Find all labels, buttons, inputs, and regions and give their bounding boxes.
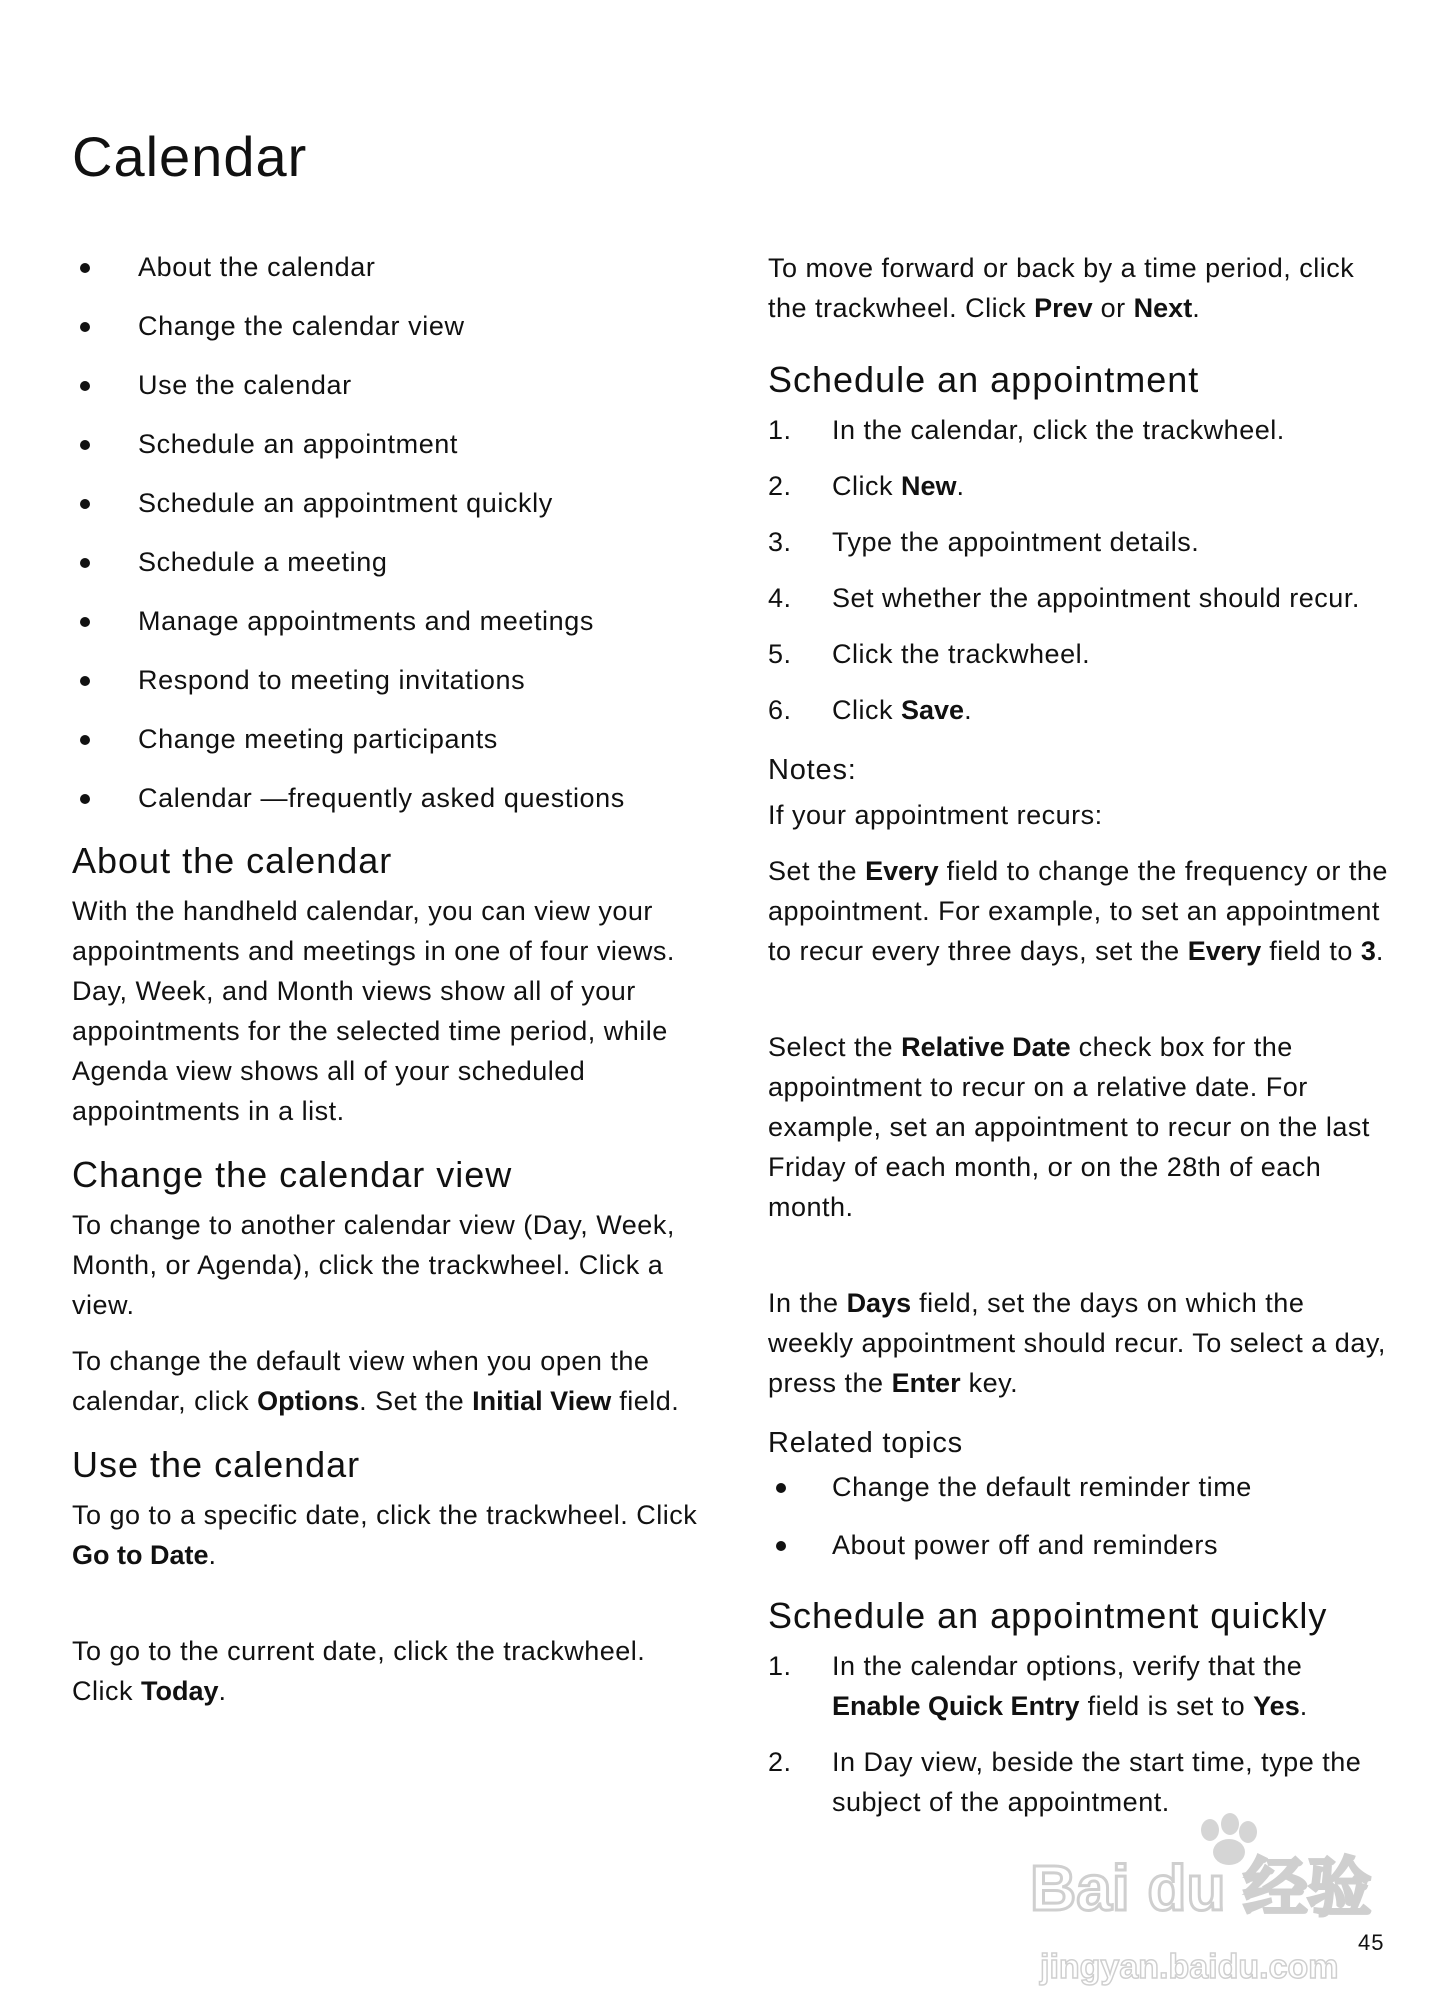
toc-item[interactable]	[72, 307, 712, 345]
notes-days	[768, 1283, 1388, 1403]
use-paragraph-2	[72, 1631, 712, 1711]
step-item	[768, 410, 1388, 450]
toc-item[interactable]	[72, 779, 712, 817]
ui-term-every: Every	[1187, 936, 1262, 966]
change-view-paragraph-1: To change to another calendar view (Day, Week, Month, or Agenda), click the trackwheel. Click a view.	[72, 1210, 675, 1320]
toc-item-label: Use the calendar	[138, 370, 352, 400]
text-run: In the	[768, 1288, 847, 1318]
notes-intro: If your appointment recurs:	[768, 800, 1103, 830]
related-topic-link[interactable]	[768, 1468, 1388, 1506]
step-number: 6.	[768, 695, 792, 725]
toc-item-label: Schedule a meeting	[138, 547, 388, 577]
text-run: To go to the current date, click the trackwheel. Click	[72, 1636, 646, 1706]
page-number: 45	[1358, 1930, 1385, 1955]
watermark-brand: Bai du 经验	[1030, 1852, 1372, 1924]
text-run: Set the	[768, 856, 866, 886]
toc-item-label: Change the calendar view	[138, 311, 465, 341]
right-column	[768, 248, 1388, 1838]
step-number: 2.	[768, 471, 792, 501]
toc-item[interactable]	[72, 602, 712, 640]
step-number: 4.	[768, 583, 792, 613]
text-run: or	[1092, 293, 1134, 323]
bullet-icon	[80, 794, 90, 804]
ui-term-new: New	[901, 471, 957, 501]
spacer	[768, 1243, 1388, 1283]
ui-term-days: Days	[846, 1288, 912, 1318]
step-number: 5.	[768, 639, 792, 669]
text-run: .	[1192, 293, 1201, 323]
ui-term-initial-view: Initial View	[472, 1386, 612, 1416]
text-run: field to	[1261, 936, 1361, 966]
toc-item[interactable]	[72, 248, 712, 286]
ui-term-3: 3	[1360, 936, 1376, 966]
text-run: .	[964, 695, 973, 725]
text-run: In the calendar options, verify that the	[832, 1651, 1303, 1681]
table-of-contents	[72, 248, 712, 817]
step-number: 1.	[768, 415, 792, 445]
bullet-icon	[80, 735, 90, 745]
spacer	[72, 1591, 712, 1631]
ui-term-next: Next	[1133, 293, 1193, 323]
notes-relative	[768, 1027, 1388, 1227]
section-heading-quick: Schedule an appointment quickly	[768, 1595, 1328, 1636]
toc-item[interactable]	[72, 543, 712, 581]
bullet-icon	[776, 1541, 786, 1551]
step-item	[768, 1646, 1388, 1726]
use-paragraph-3	[768, 248, 1388, 328]
ui-term-options: Options	[257, 1386, 360, 1416]
ui-term-enter: Enter	[891, 1368, 961, 1398]
bullet-icon	[80, 617, 90, 627]
bullet-icon	[80, 676, 90, 686]
about-body: With the handheld calendar, you can view your appointments and meetings in one of four views. Day, Week, and Month views show all of your appointments for the selected time period, while Agenda view shows all of your scheduled appointments in a list.	[72, 896, 675, 1126]
text-run: .	[1299, 1691, 1308, 1721]
text-run: .	[956, 471, 965, 501]
text-run: field, set the days on which the weekly appointment should recur. To select a day, press the	[768, 1288, 1386, 1398]
text-run: .	[1375, 936, 1384, 966]
text-run: . Set the	[359, 1386, 473, 1416]
toc-item[interactable]	[72, 720, 712, 758]
text-run: To go to a specific date, click the trackwheel. Click	[72, 1500, 698, 1530]
related-topic-label: About power off and reminders	[832, 1530, 1219, 1560]
bullet-icon	[80, 322, 90, 332]
text-run: In Day view, beside the start time, type the subject of the appointment.	[832, 1747, 1362, 1817]
toc-item[interactable]	[72, 661, 712, 699]
related-topic-link[interactable]	[768, 1526, 1388, 1564]
ui-term-today: Today	[141, 1676, 219, 1706]
step-number: 3.	[768, 527, 792, 557]
step-item	[768, 522, 1388, 562]
toc-item-label: About the calendar	[138, 252, 376, 282]
related-topic-label: Change the default reminder time	[832, 1472, 1252, 1502]
text-run: key.	[960, 1368, 1019, 1398]
text-run: .	[208, 1540, 217, 1570]
toc-item-label: Manage appointments and meetings	[138, 606, 594, 636]
section-heading-change-view: Change the calendar view	[72, 1154, 513, 1195]
toc-item-label: Schedule an appointment quickly	[138, 488, 553, 518]
text-run: Select the	[768, 1032, 902, 1062]
toc-item-label: Calendar —frequently asked questions	[138, 783, 625, 813]
step-number: 1.	[768, 1651, 792, 1681]
change-view-paragraph-2	[72, 1341, 712, 1421]
text-run: field is set to	[1079, 1691, 1254, 1721]
ui-term-go-to-date: Go to Date	[72, 1540, 209, 1570]
bullet-icon	[80, 381, 90, 391]
section-heading-schedule: Schedule an appointment	[768, 359, 1200, 400]
step-item	[768, 1742, 1388, 1822]
section-heading-use: Use the calendar	[72, 1444, 361, 1485]
ui-term-save: Save	[901, 695, 965, 725]
text-run: Click	[832, 471, 901, 501]
step-item	[768, 690, 1388, 730]
ui-term-yes: Yes	[1253, 1691, 1300, 1721]
text-run: To change the default view when you open the calendar, click	[72, 1346, 650, 1416]
toc-item-label: Schedule an appointment	[138, 429, 459, 459]
bullet-icon	[80, 263, 90, 273]
ui-term-prev: Prev	[1034, 293, 1093, 323]
toc-item-label: Change meeting participants	[138, 724, 498, 754]
notes-every	[768, 851, 1388, 971]
bullet-icon	[80, 499, 90, 509]
step-item	[768, 578, 1388, 618]
schedule-steps	[768, 410, 1388, 730]
toc-item[interactable]	[72, 366, 712, 404]
use-paragraph-1	[72, 1495, 712, 1575]
step-number: 2.	[768, 1747, 792, 1777]
page-title: Calendar	[72, 125, 308, 188]
ui-term-enable-quick-entry: Enable Quick Entry	[832, 1691, 1080, 1721]
bullet-icon	[80, 440, 90, 450]
bullet-icon	[776, 1483, 786, 1493]
text-run: Click	[832, 695, 901, 725]
text-run: Click the trackwheel.	[832, 639, 1091, 669]
toc-item[interactable]	[72, 484, 712, 522]
text-run: Set whether the appointment should recur.	[832, 583, 1360, 613]
toc-item-label: Respond to meeting invitations	[138, 665, 526, 695]
text-run: Type the appointment details.	[832, 527, 1200, 557]
section-heading-about: About the calendar	[72, 840, 393, 881]
step-item	[768, 634, 1388, 674]
left-column	[72, 248, 712, 1727]
ui-term-every: Every	[865, 856, 939, 886]
text-run: field to change the frequency or the appointment. For example, to set an appointment to recur every three days, set the	[768, 856, 1388, 966]
text-run: field.	[611, 1386, 680, 1416]
text-run: .	[218, 1676, 227, 1706]
text-run: In the calendar, click the trackwheel.	[832, 415, 1285, 445]
text-run: To move forward or back by a time period, click the trackwheel. Click	[768, 253, 1355, 323]
related-topics-list	[768, 1468, 1388, 1564]
related-topics-heading: Related topics	[768, 1427, 963, 1459]
text-run: check box for the appointment to recur on a relative date. For example, set an appointment to recur on the last Friday of each month, or on the 28th of each month.	[768, 1032, 1370, 1222]
watermark-url: jingyan.baidu.com	[1040, 1948, 1339, 1986]
bullet-icon	[80, 558, 90, 568]
quick-steps	[768, 1646, 1388, 1822]
toc-item[interactable]	[72, 425, 712, 463]
step-item	[768, 466, 1388, 506]
watermark-logo	[1030, 1810, 1410, 2010]
ui-term-relative-date: Relative Date	[901, 1032, 1071, 1062]
spacer	[768, 987, 1388, 1027]
notes-heading: Notes:	[768, 754, 857, 786]
